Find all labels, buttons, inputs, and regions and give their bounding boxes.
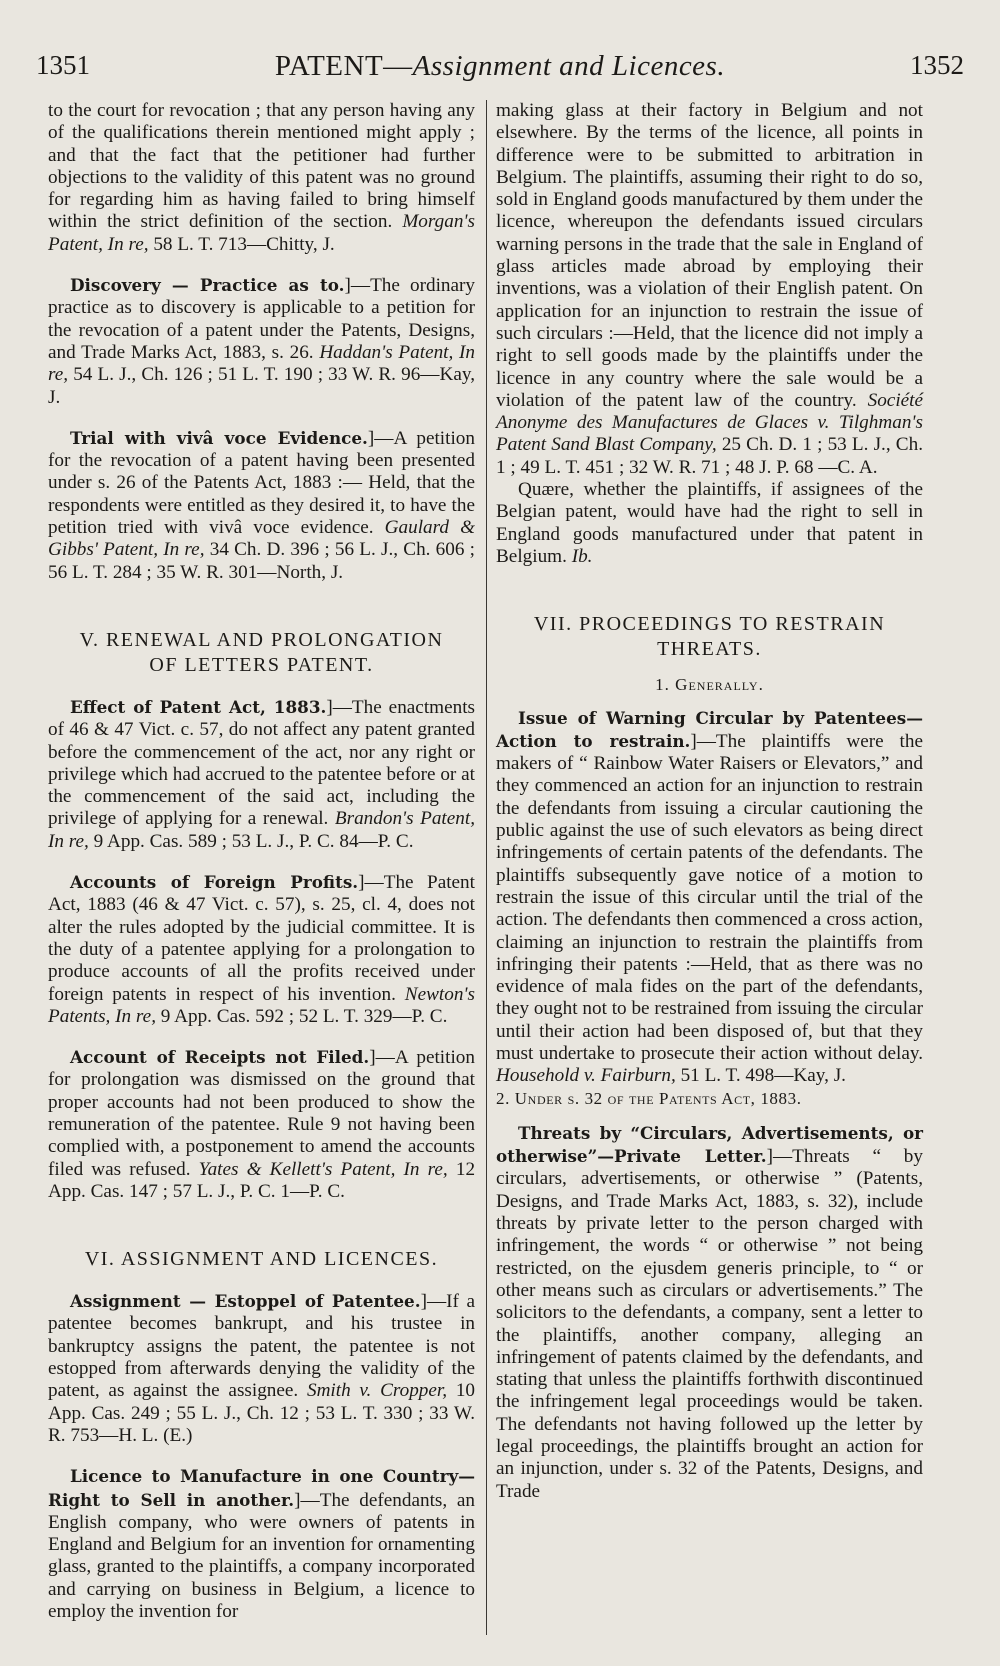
entry-text: ]—A petition for the revocation of a patent having been presented under s. 26 of the Patents Act, 1883 :— Held, that the respondents were entitled as they desired it, to have the petition tried with vivâ voce evidence.	[48, 427, 475, 539]
entry-effect	[48, 696, 475, 853]
entry-text: ]—Threats “ by circulars, advertisements, or otherwise ” (Patents, Designs, and Trade Marks Act, 1883, s. 32), include threats by private letter to the person charged with infringement, the words “ or otherwise ” not being restricted, on the ejusdem generis principle, to “ or other means such as circulars or advertisements.” The solicitors to the defendants, a company, sent a letter to the plaintiffs, another company, alleging an infringement of patents claimed by the defendants, and stating that unless the plaintiffs forthwith discontinued the infringement legal proceedings would be taken. The defendants not having followed up the letter by legal proceedings, the plaintiffs brought an action for an injunction, under s. 32 of the Patents, Designs, and Trade	[496, 1146, 923, 1502]
entry-heading: Trial with vivâ voce Evidence.	[70, 427, 368, 448]
entry-text: ]—The defendants, an English company, who were owners of patents in England and Belgium for an invention for ornamenting glass, granted to the plaintiffs, a company incorporated and carrying on business in Belgium, a licence to employ the invention for	[48, 1489, 475, 1623]
case-name: Newton's Patents, In re,	[48, 983, 475, 1027]
citation: 54 L. J., Ch. 126 ; 51 L. T. 190 ; 33 W. R. 96—Kay, J.	[48, 364, 475, 408]
entry-receipts	[48, 1046, 475, 1203]
section-heading-vi	[48, 1247, 475, 1272]
paragraph-text: making glass at their factory in Belgium and not elsewhere. By the terms of the licence, all points in difference were to be submitted to arbitration in Belgium. The plaintiffs, assuming their right to do so, sold in England goods manufactured by them under the licence, whereupon the defendants issued circulars warning persons in the trade that the sale in England of glass articles made abroad by employing their inventions, was a violation of their English patent. On application for an injunction to restrain the issue of such circulars :—Held, that the licence did not imply a right to sell goods made by the plaintiffs under the licence in any country where the sale would be a violation of the patent law of the country.	[496, 100, 923, 411]
section-title-line: VI. ASSIGNMENT AND LICENCES.	[84, 1248, 439, 1271]
case-name: Gaulard & Gibbs' Patent, In re,	[48, 517, 476, 561]
entry-assignment	[48, 1290, 475, 1447]
paragraph-continued	[48, 100, 475, 256]
subsection-heading: 2. Under s. 32 of the Patents Act, 1883.	[496, 1088, 802, 1108]
section-title-line: V. RENEWAL AND PROLONGATION	[79, 628, 444, 651]
entry-heading: Discovery — Practice as to.	[70, 275, 345, 296]
case-name: Brandon's Patent, In re,	[48, 808, 476, 852]
case-name: Household v. Fairburn,	[496, 1065, 676, 1087]
running-title-italic: Assignment and Licences.	[412, 50, 726, 82]
entry-text: ]—The Patent Act, 1883 (46 & 47 Vict. c. 57), s. 25, cl. 4, does not alter the rules adopted by the judicial committee. It is the duty of a patentee applying for a prolongation to produce accounts of all the profits received under foreign patents in respect of his invention.	[48, 872, 475, 1005]
entry-heading: Effect of Patent Act, 1883.	[70, 696, 327, 717]
entry-text: ]—The enactments of 46 & 47 Vict. c. 57, do not affect any patent granted before the commencement of the act, nor any right or privilege which had accrued to the patentee before or at the commencement of the said act, including the privilege of applying for a renewal.	[48, 696, 475, 830]
citation: 51 L. T. 498—Kay, J.	[680, 1065, 846, 1087]
running-title	[36, 50, 964, 83]
entry-threats	[496, 1122, 923, 1503]
citation: 58 L. T. 713—Chitty, J.	[153, 233, 335, 255]
case-name: Société Anonyme des Manufactures de Glaces v. Tilghman's Patent Sand Blast Company,	[496, 389, 924, 456]
citation: 9 App. Cas. 589 ; 53 L. J., P. C. 84—P. C.	[93, 830, 414, 852]
citation: 10 App. Cas. 249 ; 55 L. J., Ch. 12 ; 53 L. T. 330 ; 33 W. R. 753—H. L. (E.)	[48, 1380, 475, 1446]
case-name: Yates & Kellett's Patent, In re,	[198, 1158, 448, 1180]
case-name: Morgan's Patent, In re,	[48, 211, 475, 255]
entry-heading: Assignment — Estoppel of Patentee.	[70, 1291, 421, 1312]
page-number-left: 1351	[36, 50, 90, 80]
subsection-heading: 1. Generally.	[655, 675, 764, 695]
entry-heading: Licence to Manufacture in one Country—Right to Sell in another.	[48, 1466, 475, 1510]
entry-text: ]—The plaintiffs were the makers of “ Rainbow Water Raisers or Elevators,” and they commenced an action for an injunction to restrain the defendants from issuing a circular cautioning the public against the use of such elevators as being direct infringements of certain patents of the defendants. The plaintiffs subsequently gave notice of a motion to restrain the issue of this circular until the trial of the action. The defendants then commenced a cross action, claiming an injunction to restrain the plaintiffs from infringing their patents :—Held, that as there was no evidence of mala fides on the part of the defendants, they ought not to be restrained from issuing the circular until their action had been disposed of, but that they must undertake to prosecute their action without delay.	[496, 730, 923, 1064]
paragraph-continued	[496, 100, 923, 479]
running-title-main: PATENT—	[274, 50, 413, 82]
entry-text: ]—A petition for prolongation was dismissed on the ground that proper accounts had not been produced to show the remuneration of the patentee. Rule 9 not having been complied with, a postponement to amend the accounts filed was refused.	[48, 1047, 475, 1180]
case-name: Smith v. Cropper,	[306, 1380, 448, 1402]
paragraph-quaere	[496, 479, 923, 568]
running-header	[36, 50, 964, 90]
entry-issue	[496, 707, 923, 1088]
citation: 34 Ch. D. 396 ; 56 L. J., Ch. 606 ; 56 L. T. 284 ; 35 W. R. 301—North, J.	[48, 539, 475, 583]
citation: 9 App. Cas. 592 ; 52 L. T. 329—P. C.	[160, 1005, 448, 1027]
section-heading-vii	[496, 612, 923, 662]
entry-heading: Issue of Warning Circular by Patentees—Action to restrain.	[496, 707, 923, 751]
section-heading-v	[48, 628, 475, 678]
paragraph-text: to the court for revocation ; that any person having any of the qualifications therein mentioned might apply ; and that the fact that the petitioner had further objections to the validity of this patent was no ground for regarding him as having failed to bring himself within the strict definition of the section.	[48, 100, 475, 233]
page-number-right: 1352	[910, 50, 964, 80]
entry-heading: Account of Receipts not Filed.	[70, 1047, 370, 1068]
section-title-line: THREATS.	[657, 638, 762, 661]
case-name: Haddan's Patent, In re,	[48, 341, 476, 386]
case-name: Ib.	[571, 545, 593, 567]
left-column	[48, 100, 475, 1623]
column-divider	[486, 100, 487, 1635]
citation: 12 App. Cas. 147 ; 57 L. J., P. C. 1—P. C.	[48, 1158, 476, 1202]
entry-discovery	[48, 274, 475, 409]
entry-heading: Threats by “Circulars, Advertisements, or otherwise”—Private Letter.	[496, 1122, 923, 1167]
entry-trial	[48, 427, 475, 584]
right-column	[496, 100, 923, 1503]
entry-licence	[48, 1465, 475, 1623]
section-title-line: VII. PROCEEDINGS TO RESTRAIN	[533, 613, 886, 636]
entry-accounts	[48, 871, 475, 1028]
entry-heading: Accounts of Foreign Profits.	[70, 872, 359, 893]
entry-text: ]—If a patentee becomes bankrupt, and his trustee in bankruptcy assigns the patent, the patentee is not estopped from afterwards denying the validity of the patent, as against the assignee.	[48, 1291, 475, 1402]
entry-text: ]—The ordinary practice as to discovery is applicable to a petition for the revocation of a patent under the Patents, Designs, and Trade Marks Act, 1883, s. 26.	[48, 275, 475, 363]
paragraph-text: Quære, whether the plaintiffs, if assignees of the Belgian patent, would have had the right to sell in England goods manufactured under that patent in Belgium.	[496, 479, 923, 567]
citation: 25 Ch. D. 1 ; 53 L. J., Ch. 1 ; 49 L. T. 451 ; 32 W. R. 71 ; 48 J. P. 68 —C. A.	[496, 434, 923, 478]
section-title-line: OF LETTERS PATENT.	[149, 653, 374, 676]
